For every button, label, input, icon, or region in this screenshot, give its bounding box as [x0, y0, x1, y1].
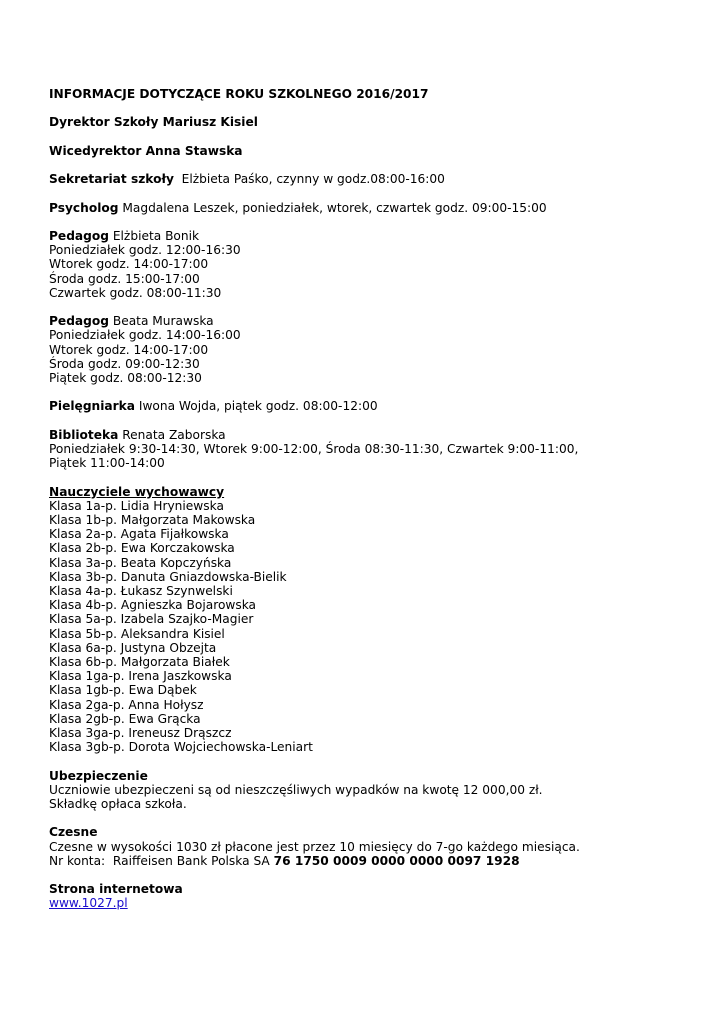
psychologist-text: Magdalena Leszek, poniedziałek, wtorek, czwartek godz. 09:00-15:00: [122, 200, 547, 215]
tuition-block: [49, 825, 699, 868]
insurance-heading: Ubezpieczenie: [49, 768, 148, 783]
secretariat-block: [49, 172, 699, 186]
nurse-text: Iwona Wojda, piątek godz. 08:00-12:00: [138, 399, 378, 414]
pedagog2-hours-line: Piątek godz. 08:00-12:30: [49, 370, 202, 385]
pedagog2-block: [49, 314, 699, 385]
pedagog1-hours-line: Czwartek godz. 08:00-11:30: [49, 285, 222, 300]
pedagog1-name: Elżbieta Bonik: [112, 228, 200, 243]
nurse-block: [49, 399, 699, 413]
library-hours-line: Poniedziałek 9:30-14:30, Wtorek 9:00-12:00, Środa 08:30-11:30, Czwartek 9:00-11:00,: [49, 441, 579, 456]
teacher-item: Klasa 1ga-p. Irena Jaszkowska: [49, 669, 232, 684]
teacher-item: Klasa 5b-p. Aleksandra Kisiel: [49, 626, 225, 641]
teacher-item: Klasa 1a-p. Lidia Hryniewska: [49, 498, 224, 513]
teacher-item: Klasa 2ga-p. Anna Hołysz: [49, 697, 204, 712]
teacher-item: Klasa 2b-p. Ewa Korczakowska: [49, 541, 235, 556]
vice-director-block: [49, 144, 699, 158]
pedagog2-label: Pedagog: [49, 314, 109, 329]
document-title-block: [49, 87, 699, 101]
secretariat-label: Sekretariat szkoły: [49, 172, 174, 187]
pedagog2-hours-line: Poniedziałek godz. 14:00-16:00: [49, 328, 241, 343]
teacher-item: Klasa 4a-p. Łukasz Szynwelski: [49, 583, 233, 598]
teacher-item: Klasa 3a-p. Beata Kopczyńska: [49, 555, 232, 570]
teacher-item: Klasa 6b-p. Małgorzata Białek: [49, 654, 230, 669]
library-hours-line: Piątek 11:00-14:00: [49, 456, 165, 471]
tuition-line: Czesne w wysokości 1030 zł płacone jest przez 10 miesięcy do 7-go każdego miesiąca.: [49, 839, 580, 854]
bank-account-label: Nr konta: Raiffeisen Bank Polska SA: [49, 853, 274, 868]
teacher-item: Klasa 2a-p. Agata Fijałkowska: [49, 527, 229, 542]
pedagog2-name: Beata Murawska: [112, 314, 214, 329]
teacher-item: Klasa 1gb-p. Ewa Dąbek: [49, 683, 197, 698]
teacher-item: Klasa 4b-p. Agnieszka Bojarowska: [49, 598, 257, 613]
vice-director: Wicedyrektor Anna Stawska: [49, 143, 243, 158]
document-title: INFORMACJE DOTYCZĄCE ROKU SZKOLNEGO 2016/2017: [49, 87, 429, 101]
pedagog1-label: Pedagog: [49, 228, 109, 243]
document-page: [49, 87, 699, 911]
insurance-line: Składkę opłaca szkoła.: [49, 797, 187, 811]
website-link[interactable]: www.1027.pl: [49, 896, 128, 911]
teacher-item: Klasa 3b-p. Danuta Gniazdowska-Bielik: [49, 569, 287, 584]
teacher-item: Klasa 5a-p. Izabela Szajko-Magier: [49, 612, 254, 627]
library-label: Biblioteka: [49, 427, 119, 442]
teacher-item: Klasa 6a-p. Justyna Obzejta: [49, 640, 217, 655]
nurse-label: Pielęgniarka: [49, 399, 135, 414]
insurance-block: [49, 769, 699, 812]
teacher-item: Klasa 3gb-p. Dorota Wojciechowska-Leniart: [49, 740, 313, 755]
teacher-item: Klasa 3ga-p. Ireneusz Drąszcz: [49, 726, 232, 740]
website-block: [49, 882, 699, 910]
secretariat-text: Elżbieta Paśko, czynny w godz.08:00-16:00: [181, 172, 445, 187]
pedagog2-hours-line: Środa godz. 09:00-12:30: [49, 356, 200, 371]
teachers-block: [49, 485, 699, 755]
website-heading: Strona internetowa: [49, 882, 183, 897]
director: Dyrektor Szkoły Mariusz Kisiel: [49, 115, 258, 130]
library-block: [49, 428, 699, 471]
bank-account-number: 76 1750 0009 0000 0000 0097 1928: [273, 853, 520, 868]
psychologist-label: Psycholog: [49, 200, 119, 215]
teacher-item: Klasa 1b-p. Małgorzata Makowska: [49, 512, 256, 527]
pedagog1-hours-line: Poniedziałek godz. 12:00-16:30: [49, 243, 241, 258]
library-name: Renata Zaborska: [122, 427, 226, 442]
director-block: [49, 115, 699, 129]
teachers-heading: Nauczyciele wychowawcy: [49, 484, 225, 499]
psychologist-block: [49, 201, 699, 215]
pedagog1-hours-line: Wtorek godz. 14:00-17:00: [49, 257, 209, 272]
tuition-heading: Czesne: [49, 825, 98, 840]
pedagog2-hours-line: Wtorek godz. 14:00-17:00: [49, 342, 209, 357]
pedagog1-block: [49, 229, 699, 300]
insurance-line: Uczniowie ubezpieczeni są od nieszczęśliwych wypadków na kwotę 12 000,00 zł.: [49, 782, 543, 797]
teacher-item: Klasa 2gb-p. Ewa Grącka: [49, 711, 201, 726]
pedagog1-hours-line: Środa godz. 15:00-17:00: [49, 271, 200, 286]
